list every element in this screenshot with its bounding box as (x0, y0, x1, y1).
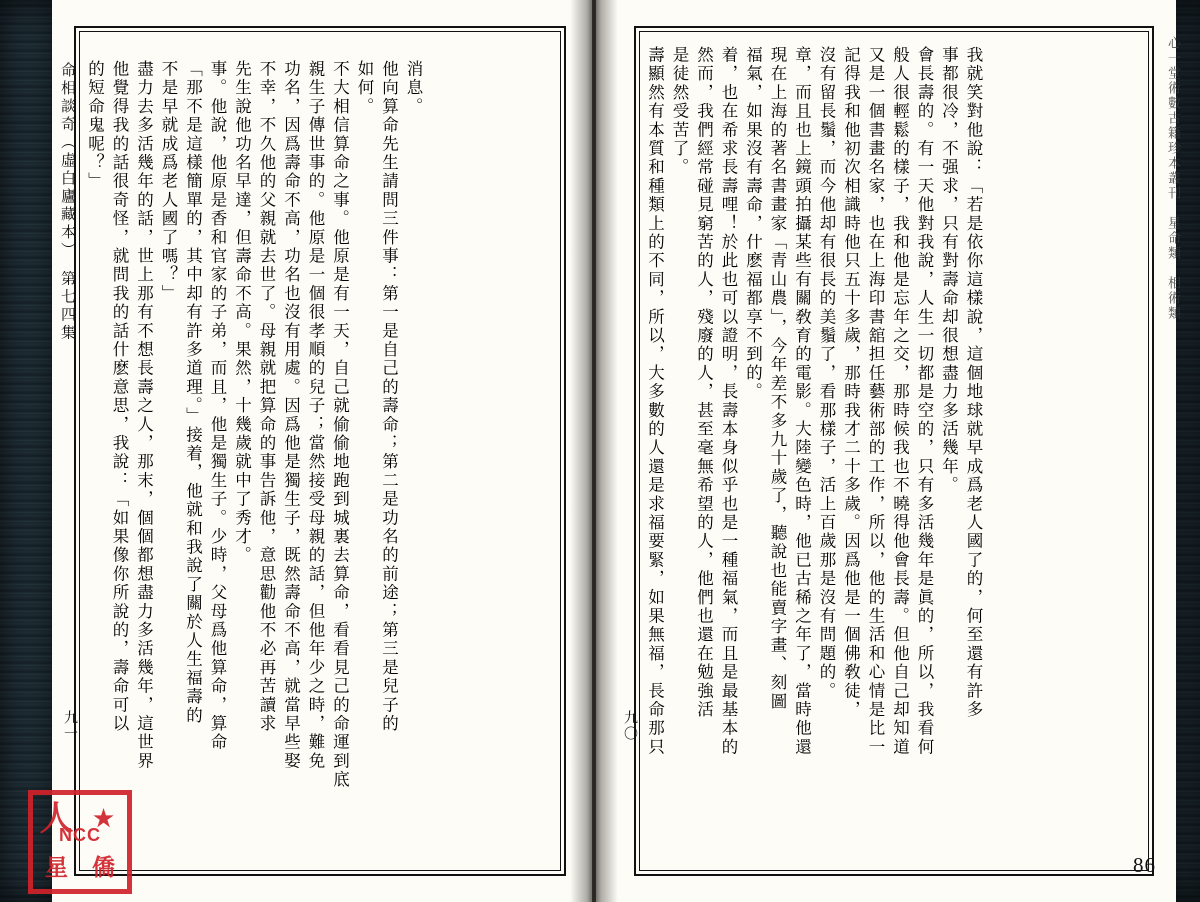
text-column: 壽顯然有本質和種類上的不同，所以，大多數的人還是求福要緊，如果無福，長命那只 (645, 46, 665, 757)
text-column: 不幸，不久他的父親就去世了。母親就把算命的事告訴他，意思勸他不必再苦讀求 (257, 60, 276, 734)
book-cover-edge-left (0, 0, 58, 902)
text-column: 事。他說，他原是香和官家的子弟，而且，他是獨生子。少時，父母爲他算命，算命 (208, 60, 227, 752)
text-column: 會長壽的。有一天他對我說，人生一切都是空的，只有多活幾年是眞的，所以，我看何 (915, 46, 934, 757)
seal-latin-text: NCC (59, 825, 101, 845)
seal-char-top-left: 人 (39, 798, 74, 839)
seal-char-bottom-right: 僑 (92, 854, 115, 881)
text-column: 的短命鬼呢？」 (85, 60, 105, 191)
text-column: 功名，因爲壽命不高，功名也沒有用處。因爲他是獨生子，既然壽命不高，就當早些娶 (281, 60, 301, 771)
page-number-left: 九一 (62, 710, 78, 742)
text-column: 「那不是這樣簡單的，其中却有許多道理。」接着，他就和我說了關於人生福壽的 (183, 60, 203, 725)
text-column: 然而，我們經常碰見窮苦的人，殘廢的人，甚至毫無希望的人，他們也還在勉強活 (694, 46, 714, 720)
text-column: 盡力去多活幾年的話，世上那有不想長壽之人，那末，個個都想盡力多活幾年，這世界 (134, 60, 154, 771)
text-column: 親生子傳世事的。他原是一個很孝順的兒子；當然接受母親的話，但他年少之時，難免 (306, 60, 325, 771)
text-column: 又是一個書畫名家，也在上海印書舘担任藝術部的工作，所以，他的生活和心情是比一 (866, 46, 885, 757)
left-page-text-block (86, 60, 554, 840)
text-column: 現在上海的著名書畫家「青山農」，今年差不多九十歲了，聽說也能賣字畫、刻圖 (768, 46, 787, 711)
text-column: 着，也在希求長壽哩！於此也可以證明，長壽本身似乎也是一種福氣，而且是最基本的 (719, 46, 738, 757)
text-column: 福氣，如果沒有壽命，什麽福都享不到的。 (743, 46, 763, 402)
text-column: 般人很輕鬆的樣子，我和他是忘年之交，那時候我也不曉得他會長壽。但他自己却知道 (890, 46, 910, 757)
text-column: 不是早就成爲老人國了嗎？」 (159, 60, 178, 304)
series-title-header: 心一堂術數古籍珍本叢刊 星命類 相術類 (1165, 36, 1180, 321)
right-page-text-block (646, 46, 1142, 846)
seal-char-bottom-left: 星 (45, 854, 68, 881)
text-column: 他向算命先生請問三件事：第一是自己的壽命；第二是功名的前途；第三是兒子的 (379, 60, 399, 734)
page-number-arabic: 86 (1133, 853, 1156, 877)
text-column: 消息。 (404, 60, 423, 117)
text-column: 章，而且也上鏡頭拍攝某些有關敎育的電影。大陸變色時，他已古稀之年了，當時他還 (792, 46, 812, 757)
page-number-right: 九〇 (622, 710, 638, 742)
text-column: 如何。 (355, 60, 374, 117)
text-column: 事都很冷，不强求，只有對壽命却很想盡力多活幾年。 (939, 46, 959, 495)
text-column: 沒有留長鬚，而今他却有很長的美鬚了，看那樣子，活上百歲那是沒有問題的。 (817, 46, 836, 701)
text-column: 不大相信算命之事。他原是有一天，自己就偷偷地跑到城裏去算命，看看見己的命運到底 (330, 60, 350, 790)
text-column: 是徒然受苦了。 (670, 46, 689, 177)
collector-seal-stamp (28, 790, 132, 894)
text-column: 先生說他功名早達，但壽命不高。果然，十幾歲就中了秀才。 (232, 60, 252, 565)
text-column: 他覺得我的話很奇怪，就問我的話什麽意思，我說：「如果像你所說的，壽命可以 (110, 60, 129, 734)
seal-char-top-right: ★ (93, 805, 114, 832)
book-title-caption: 命相談奇（虛白廬藏本） 第七四集 (59, 62, 77, 343)
text-column: 我就笑對他說：「若是依你這樣說，這個地球就早成爲老人國了的，何至還有許多 (964, 46, 983, 720)
text-column: 記得我和他初次相識時他只五十多歲，那時我才二十多歲。因爲他是一個佛敎徒， (841, 46, 861, 720)
